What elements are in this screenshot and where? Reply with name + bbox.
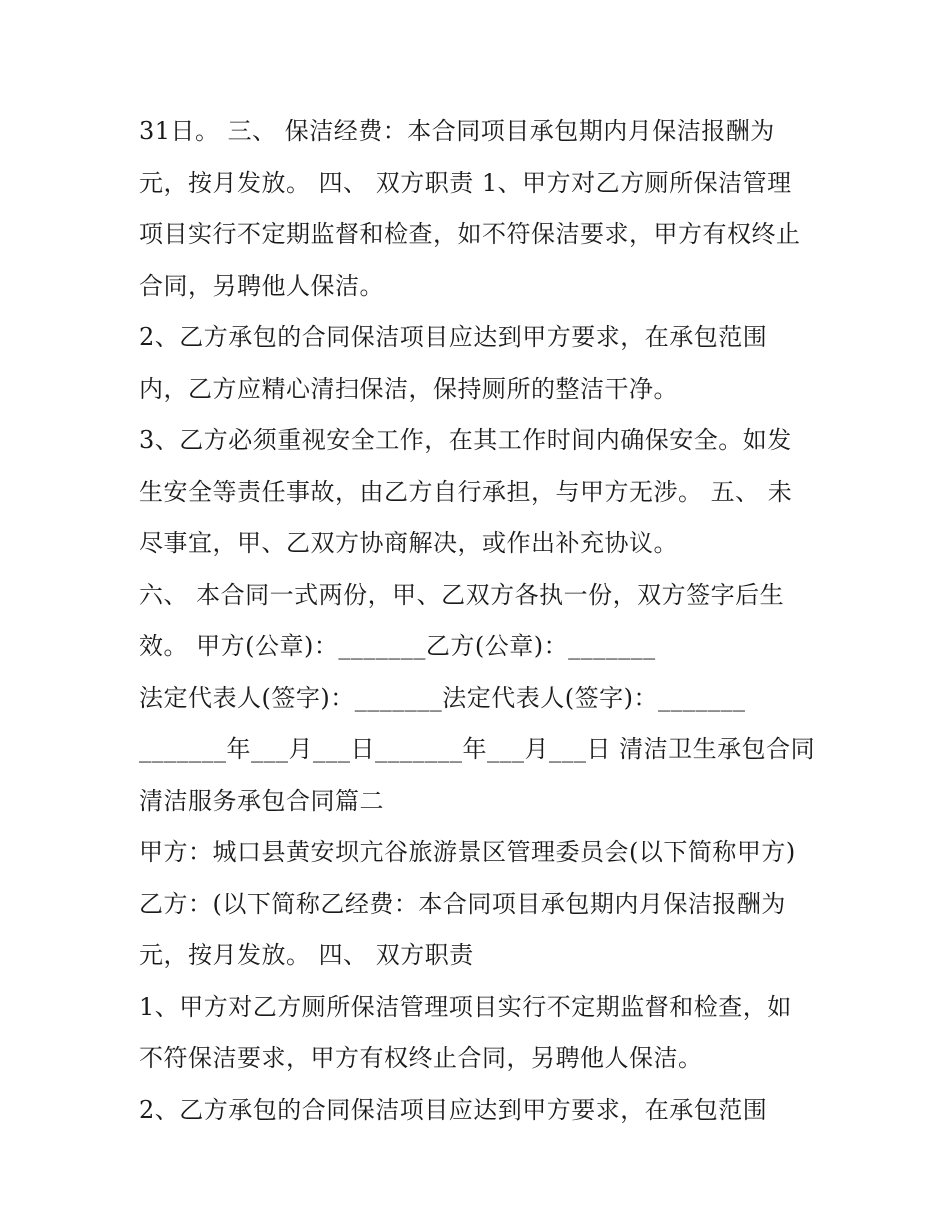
text-line: 元，按月发放。 四、 双方职责 1、甲方对乙方厕所保洁管理 bbox=[139, 168, 792, 197]
text-line: 不符保洁要求，甲方有权终止合同，另聘他人保洁。 bbox=[139, 1044, 703, 1072]
text-line: 1、甲方对乙方厕所保洁管理项目实行不定期监督和检查，如 bbox=[139, 992, 792, 1021]
text-line: 元，按月发放。 四、 双方职责 bbox=[139, 941, 474, 969]
text-line: 乙方：(以下简称乙经费：本合同项目承包期内月保洁报酬为 bbox=[139, 889, 786, 918]
text-line: 生安全等责任事故，由乙方自行承担，与甲方无涉。 五、 未 bbox=[139, 477, 793, 506]
document-body bbox=[139, 106, 819, 1136]
text-line: 内，乙方应精心清扫保洁，保持厕所的整洁干净。 bbox=[139, 374, 678, 403]
text-line: 2、乙方承包的合同保洁项目应达到甲方要求，在承包范围 bbox=[139, 1095, 768, 1124]
signature-line: 法定代表人(签字)：_______法定代表人(签字)：_______ bbox=[139, 683, 746, 712]
text-line: 3、乙方必须重视安全工作，在其工作时间内确保安全。如发 bbox=[139, 426, 792, 454]
text-line: 尽事宜，甲、乙双方协商解决，或作出补充协议。 bbox=[139, 529, 678, 557]
text-line: 甲方：城口县黄安坝亢谷旅游景区管理委员会(以下简称甲方) bbox=[139, 838, 796, 866]
section-heading: 清洁服务承包合同篇二 bbox=[139, 786, 384, 815]
text-line: 项目实行不定期监督和检查，如不符保洁要求，甲方有权终止 bbox=[139, 220, 801, 248]
text-line: 31日。 三、 保洁经费：本合同项目承包期内月保洁报酬为 bbox=[139, 117, 775, 145]
text-line: 六、 本合同一式两份，甲、乙双方各执一份，双方签字后生 bbox=[139, 580, 785, 609]
signature-line: 效。 甲方(公章)：_______乙方(公章)：_______ bbox=[139, 632, 656, 660]
text-line: 合同，另聘他人保洁。 bbox=[139, 271, 384, 300]
date-line: _______年___月___日_______年___月___日 清洁卫生承包合同 bbox=[139, 735, 816, 763]
text-line: 2、乙方承包的合同保洁项目应达到甲方要求，在承包范围 bbox=[139, 323, 768, 351]
